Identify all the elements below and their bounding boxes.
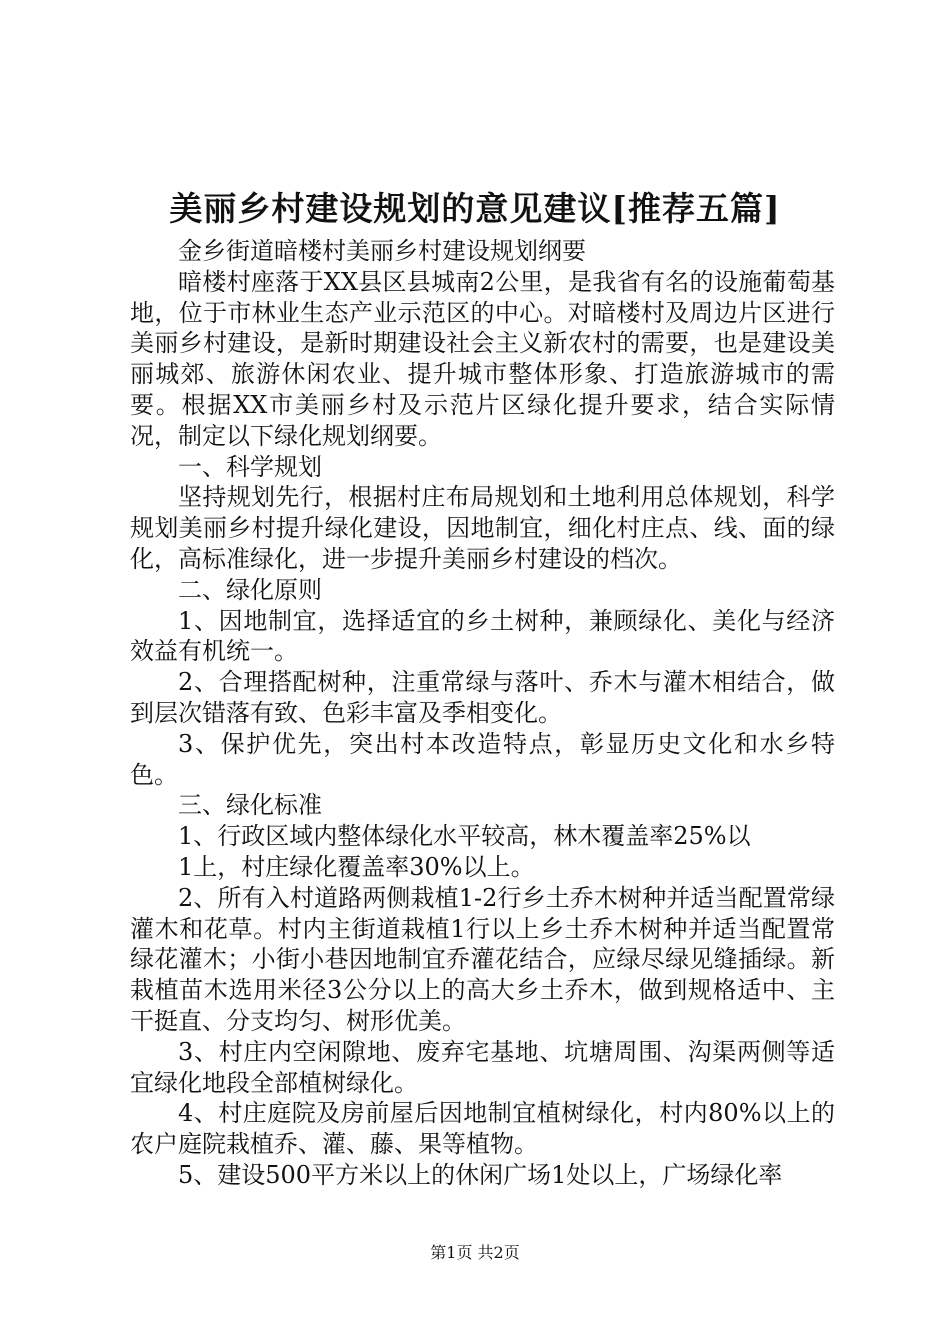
document-body [130, 236, 835, 1191]
list-item: 5、建设500平方米以上的休闲广场1处以上，广场绿化率 [178, 1160, 783, 1189]
list-item: 2、所有入村道路两侧栽植1-2行乡土乔木树种并适当配置常绿灌木和花草。村内主街道栽植1行以上乡土乔木树种并适当配置常绿花灌木；小街小巷因地制宜乔灌花结合，应绿尽绿见缝插绿。新栽植苗木选用米径3公分以上的高大乡土乔木，做到规格适中、主干挺直、分支均匀、树形优美。 [130, 883, 835, 1035]
section-heading: 一、科学规划 [178, 452, 322, 481]
list-item: 1、因地制宜，选择适宜的乡土树种，兼顾绿化、美化与经济效益有机统一。 [130, 606, 835, 666]
document-title: 美丽乡村建设规划的意见建议[推荐五篇] [169, 189, 781, 228]
paragraph: 坚持规划先行，根据村庄布局规划和土地利用总体规划，科学规划美丽乡村提升绿化建设，因地制宜，细化村庄点、线、面的绿化，高标准绿化，进一步提升美丽乡村建设的档次。 [130, 483, 835, 573]
list-item: 3、村庄内空闲隙地、废弃宅基地、坑塘周围、沟渠两侧等适宜绿化地段全部植树绿化。 [130, 1037, 835, 1097]
list-item: 3、保护优先，突出村本改造特点，彰显历史文化和水乡特色。 [130, 729, 835, 789]
paragraph: 暗楼村座落于XX县区县城南2公里，是我省有名的设施葡萄基地，位于市林业生态产业示范区的中心。对暗楼村及周边片区进行美丽乡村建设，是新时期建设社会主义新农村的需要，也是建设美丽城郊、旅游休闲农业、提升城市整体形象、打造旅游城市的需要。根据XX市美丽乡村及示范片区绿化提升要求，结合实际情况，制定以下绿化规划纲要。 [130, 267, 835, 450]
list-item: 4、村庄庭院及房前屋后因地制宜植树绿化，村内80%以上的农户庭院栽植乔、灌、藤、果等植物。 [130, 1099, 835, 1159]
section-heading: 二、绿化原则 [178, 575, 322, 604]
paragraph: 金乡街道暗楼村美丽乡村建设规划纲要 [178, 237, 586, 265]
list-item: 1上，村庄绿化覆盖率30%以上。 [178, 852, 535, 881]
page-number-footer: 第1页 共2页 [430, 1243, 520, 1262]
list-item: 2、合理搭配树种，注重常绿与落叶、乔木与灌木相结合，做到层次错落有致、色彩丰富及季相变化。 [130, 668, 835, 727]
section-heading: 三、绿化标准 [178, 791, 322, 820]
list-item: 1、行政区域内整体绿化水平较高，林木覆盖率25%以 [178, 822, 751, 851]
